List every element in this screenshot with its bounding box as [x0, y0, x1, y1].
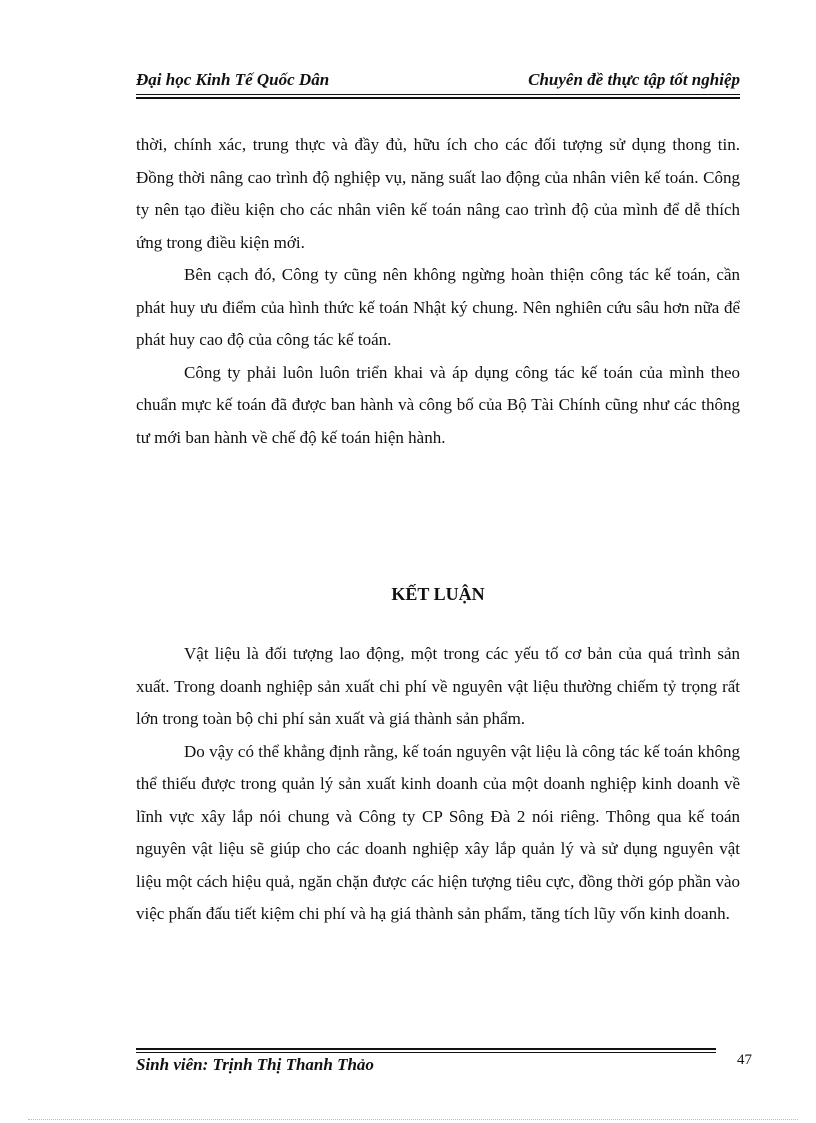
conclusion-paragraph: Do vậy có thể khẳng định rằng, kế toán nguyên vật liệu là công tác kế toán không thể thiếu được trong quản lý sản xuất kinh doanh của một doanh nghiệp kinh doanh về lĩnh vực xây lắp nói chung và Công ty CP Sông Đà 2 nói riêng. Thông qua kế toán nguyên vật liệu sẽ giúp cho các doanh nghiệp xây lắp quản lý và sử dụng nguyên vật liệu một cách hiệu quả, ngăn chặn được các hiện tượng tiêu cực, đồng thời góp phần vào việc phấn đấu tiết kiệm chi phí và hạ giá thành sản phẩm, tăng tích lũy vốn kinh doanh. [136, 741, 740, 923]
footer-divider-thick [136, 1048, 716, 1050]
body-section [136, 129, 740, 454]
body-paragraph: thời, chính xác, trung thực và đầy đủ, hữu ích cho các đối tượng sử dụng thong tin. Đồng thời nâng cao trình độ nghiệp vụ, năng suất lao động của nhân viên kế toán. Công ty nên tạo điều kiện cho các nhân viên kế toán nâng cao trình độ của mình để dễ thích ứng trong điều kiện mới. [136, 135, 740, 252]
footer-divider [136, 1052, 716, 1053]
header-divider-thick [136, 97, 740, 99]
page-header [136, 70, 740, 94]
body-paragraph: Bên cạch đó, Công ty cũng nên không ngừng hoàn thiện công tác kế toán, cần phát huy ưu điểm của hình thức kế toán Nhật ký chung. Nên nghiên cứu sâu hơn nữa để phát huy cao độ của công tác kế toán. [136, 265, 740, 349]
header-university: Đại học Kinh Tế Quốc Dân [136, 70, 330, 89]
header-divider [136, 94, 740, 95]
conclusion-paragraph: Vật liệu là đối tượng lao động, một trong các yếu tố cơ bản của quá trình sản xuất. Trong doanh nghiệp sản xuất chi phí về nguyên vật liệu thường chiếm tỷ trọng rất lớn trong toàn bộ chi phí sản xuất và giá thành sản phẩm. [136, 644, 740, 728]
footer-author: Sinh viên: Trịnh Thị Thanh Thảo [136, 1055, 374, 1074]
page-number: 47 [737, 1052, 752, 1068]
header-document-type: Chuyên đề thực tập tốt nghiệp [528, 70, 740, 89]
body-paragraph: Công ty phải luôn luôn triển khai và áp dụng công tác kế toán của mình theo chuẩn mực kế toán đã được ban hành và công bố của Bộ Tài Chính cũng như các thông tư mới ban hành về chế độ kế toán hiện hành. [136, 362, 740, 447]
conclusion-section [136, 638, 740, 931]
page-edge [28, 1119, 798, 1120]
section-title: KẾT LUẬN [391, 584, 485, 604]
